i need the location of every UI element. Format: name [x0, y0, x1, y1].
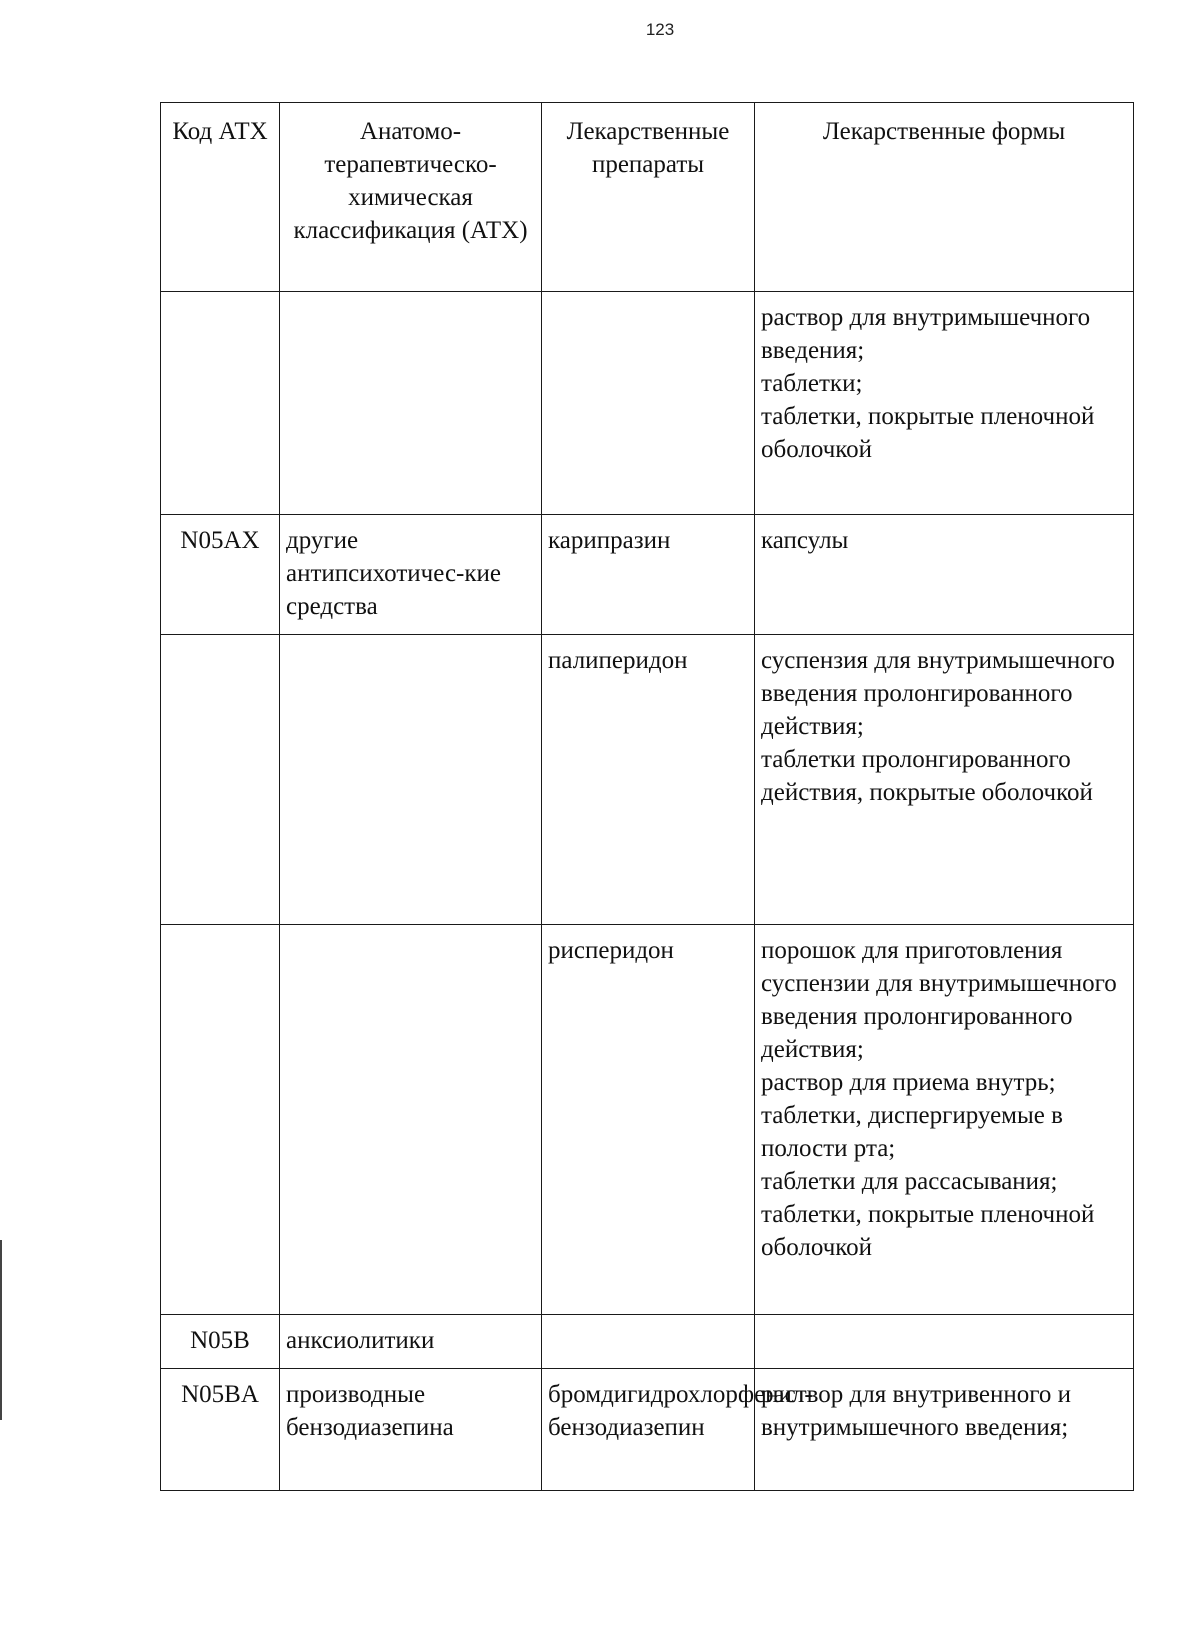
table-row — [161, 515, 1134, 635]
cell-forms — [755, 515, 1134, 635]
scan-edge-mark — [0, 1240, 2, 1420]
form-item: таблетки, диспергируемые в полости рта; — [761, 1102, 1063, 1162]
cell-code — [161, 635, 280, 925]
cell-drug: бромдигидрохлорфенил-бензодиазепин — [542, 1369, 755, 1491]
cell-classification: другие антипсихотичес-кие средства — [280, 515, 542, 635]
form-item: таблетки, покрытые пленочной оболочкой — [761, 403, 1095, 463]
cell-code — [161, 292, 280, 515]
form-item: капсулы — [761, 527, 849, 554]
cell-forms — [755, 635, 1134, 925]
cell-forms — [755, 925, 1134, 1315]
cell-forms — [755, 1369, 1134, 1491]
cell-code: N05BA — [161, 1369, 280, 1491]
cell-drug: палиперидон — [542, 635, 755, 925]
table-header-row — [161, 103, 1134, 292]
table-row — [161, 292, 1134, 515]
header-classification: Анатомо-терапевтическо-химическая классификация (АТХ) — [280, 103, 542, 292]
page-number: 123 — [645, 20, 675, 39]
cell-code — [161, 925, 280, 1315]
header-code: Код АТХ — [161, 103, 280, 292]
table-row — [161, 1315, 1134, 1369]
cell-forms — [755, 1315, 1134, 1369]
form-item: таблетки пролонгированного действия, покрытые оболочкой — [761, 746, 1093, 806]
header-forms: Лекарственные формы — [755, 103, 1134, 292]
cell-drug: рисперидон — [542, 925, 755, 1315]
form-item: раствор для внутривенного и внутримышечного введения; — [761, 1381, 1072, 1441]
form-item: таблетки, покрытые пленочной оболочкой — [761, 1201, 1095, 1261]
form-item: таблетки для рассасывания; — [761, 1168, 1058, 1195]
cell-drug — [542, 292, 755, 515]
cell-classification — [280, 635, 542, 925]
header-drugs: Лекарственные препараты — [542, 103, 755, 292]
table-row — [161, 635, 1134, 925]
form-item: раствор для приема внутрь; — [761, 1069, 1056, 1096]
form-item: порошок для приготовления суспензии для внутримышечного введения пролонгированного действия; — [761, 937, 1117, 1063]
cell-drug: карипразин — [542, 515, 755, 635]
form-item: суспензия для внутримышечного введения пролонгированного действия; — [761, 647, 1115, 740]
form-item: таблетки; — [761, 370, 863, 397]
table-row — [161, 925, 1134, 1315]
cell-classification: производные бензодиазепина — [280, 1369, 542, 1491]
table-row — [161, 1369, 1134, 1491]
cell-forms — [755, 292, 1134, 515]
cell-classification: анксиолитики — [280, 1315, 542, 1369]
form-item: раствор для внутримышечного введения; — [761, 304, 1091, 364]
cell-code: N05AX — [161, 515, 280, 635]
cell-classification — [280, 925, 542, 1315]
cell-code: N05B — [161, 1315, 280, 1369]
atx-table — [160, 102, 1134, 1491]
cell-classification — [280, 292, 542, 515]
cell-drug — [542, 1315, 755, 1369]
